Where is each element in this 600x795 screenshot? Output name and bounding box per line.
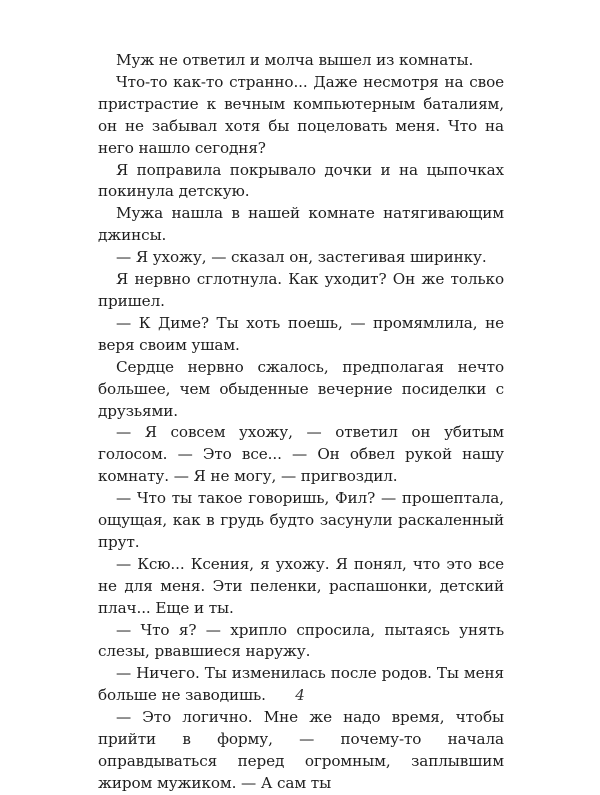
paragraph: — Ксю... Ксения, я ухожу. Я понял, что это все не для меня. Эти пеленки, распашонки, детский плач... Еще и ты. (98, 554, 504, 617)
paragraph: Сердце нервно сжалось, предполагая нечто большее, чем обыденные вечерние посиделки с друзьями. (98, 357, 504, 420)
paragraph: — Что я? — хрипло спросила, пытаясь унять слезы, рвавшиеся наружу. (98, 620, 504, 661)
paragraph: Мужа нашла в нашей комнате натягивающим джинсы. (98, 204, 504, 245)
body-text (98, 50, 504, 795)
paragraph: — Я совсем ухожу, — ответил он убитым голосом. — Это все... — Он обвел рукой нашу комнату. — Я не могу, — пригвоздил. (98, 423, 504, 486)
paragraph: — Это логично. Мне же надо время, чтобы прийти в форму, — почему-то начала оправдываться перед огромным, заплывшим жиром мужиком. — А сам ты (98, 708, 504, 792)
paragraph: — К Диме? Ты хоть поешь, — промямлила, не веря своим ушам. (98, 313, 504, 354)
paragraph: — Я ухожу, — сказал он, застегивая ширинку. (116, 248, 487, 267)
paragraph: Я поправила покрывало дочки и на цыпочках покинула детскую. (98, 160, 504, 201)
paragraph: Муж не ответил и молча вышел из комнаты. (116, 51, 474, 69)
paragraph: — Ничего. Ты изменилась после родов. Ты меня больше не заводишь. (98, 664, 504, 705)
paragraph: Что-то как-то странно... Даже несмотря на свое пристрастие к вечным компьютерным баталиям, он не забывал хотя бы поцеловать меня. Что на него нашло сегодня? (98, 72, 504, 157)
page-number: 4 (295, 686, 305, 704)
paragraph: Я нервно сглотнула. Как уходит? Он же только пришел. (98, 270, 504, 310)
paragraph: — Что ты такое говоришь, Фил? — прошептала, ощущая, как в грудь будто засунули раскаленный прут. (98, 489, 504, 551)
